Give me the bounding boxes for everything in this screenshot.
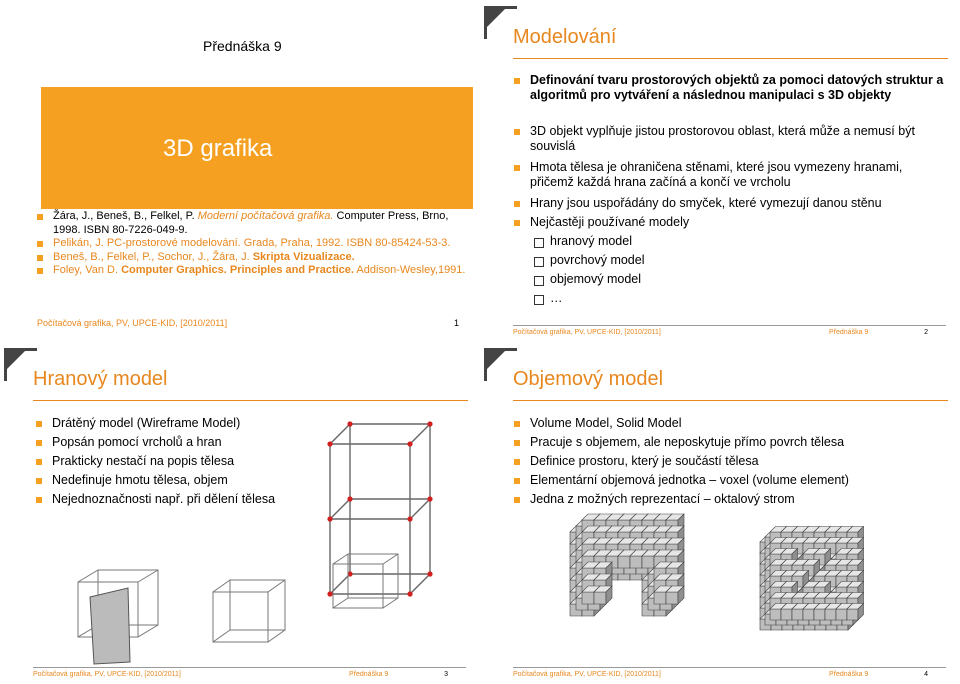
- voxel-cube: [814, 609, 825, 620]
- voxel-cube: [770, 609, 781, 620]
- corner-triangle-icon: [486, 8, 506, 28]
- bullet-item: Pracuje s objemem, ale neposkytuje přímo povrch tělesa: [530, 435, 844, 450]
- page-number: 1: [454, 318, 460, 328]
- sub-bullet-item: povrchový model: [550, 253, 645, 268]
- slide-title: Modelování: [513, 26, 617, 48]
- page-number: 4: [924, 671, 928, 678]
- reference-item: Žára, J., Beneš, B., Felkel, P. Moderní počítačová grafika. Computer Press, Brno, 1998. ISBN 80-7226-049-9.: [37, 210, 467, 237]
- voxel-cube: [836, 609, 847, 620]
- bullet-icon: [36, 440, 42, 446]
- voxel-cube: [792, 609, 803, 620]
- corner-triangle-icon: [6, 350, 26, 370]
- voxel-cube: [642, 556, 654, 568]
- bullet-icon: [514, 497, 520, 503]
- bullet-icon: [514, 478, 520, 484]
- slide-title: Objemový model: [513, 368, 664, 390]
- slide-title: 3D grafika: [163, 135, 273, 162]
- title-divider: [33, 400, 468, 401]
- octree-model-figure: [750, 517, 910, 652]
- bullet-item: 3D objekt vyplňuje jistou prostorovou oblast, která může a nemusí být souvislá: [530, 124, 945, 154]
- bullet-item: Nedefinuje hmotu tělesa, objem: [52, 473, 228, 488]
- bullet-item: Nejčastěji používané modely: [530, 215, 945, 230]
- corner-triangle-icon: [486, 350, 506, 370]
- bullet-icon: [36, 478, 42, 484]
- bullet-icon: [36, 497, 42, 503]
- voxel-cube: [666, 592, 678, 604]
- bullet-icon: [37, 214, 43, 220]
- bullet-icon: [36, 459, 42, 465]
- voxel-cube: [654, 592, 666, 604]
- bullet-icon: [514, 459, 520, 465]
- voxel-cube: [847, 609, 858, 620]
- voxel-cube: [630, 556, 642, 568]
- bullet-item: Prakticky nestačí na popis tělesa: [52, 454, 234, 469]
- bullet-icon: [36, 421, 42, 427]
- slide-3: [0, 342, 480, 684]
- sub-bullet-item: …: [550, 291, 563, 306]
- slide-4: [480, 342, 960, 684]
- sub-bullet-item: objemový model: [550, 272, 641, 287]
- slide-footer: Počítačová grafika, PV, UPCE-KID, [2010/2011] Přednáška 9 4: [513, 667, 946, 670]
- bullet-icon: [514, 220, 520, 226]
- bullet-icon: [37, 255, 43, 261]
- bullet-item: Hmota tělesa je ohraničena stěnami, které jsou vymezeny hranami, přičemž každá hrana začíná a končí ve vrcholu: [530, 160, 945, 190]
- title-divider: [513, 400, 948, 401]
- bullet-item: Definice prostoru, který je součástí tělesa: [530, 454, 759, 469]
- bullet-item: Elementární objemová jednotka – voxel (volume element): [530, 473, 849, 488]
- bullet-icon: [37, 241, 43, 247]
- reference-item: Pelikán, J. PC-prostorové modelování. Grada, Praha, 1992. ISBN 80-85424-53-3.: [37, 237, 467, 251]
- bullet-item: Definování tvaru prostorových objektů za pomoci datových struktur a algoritmů pro vytváření a následnou manipulaci s 3D objekty: [530, 73, 945, 103]
- title-divider: [513, 58, 948, 59]
- voxel-model-figure: [560, 512, 730, 652]
- bullet-item: Volume Model, Solid Model: [530, 416, 681, 431]
- lecture-label: Přednáška 9: [203, 38, 282, 54]
- sub-bullet-item: hranový model: [550, 234, 632, 249]
- slide-2: [480, 0, 960, 342]
- footer-course: Počítačová grafika, PV, UPCE-KID, [2010/2011]: [37, 318, 228, 328]
- slide-1: [0, 0, 480, 342]
- reference-item: Beneš, B., Felkel, P., Sochor, J., Žára, J. Skripta Vizualizace.: [37, 251, 467, 265]
- bullet-item: Nejednoznačnosti např. při dělení tělesa: [52, 492, 275, 507]
- slide-footer: Počítačová grafika, PV, UPCE-KID, [2010/2011] Přednáška 9 2: [513, 325, 946, 328]
- slide-footer: Počítačová grafika, PV, UPCE-KID, [2010/2011] Přednáška 9 3: [33, 667, 466, 670]
- square-bullet-icon: [534, 276, 544, 286]
- page-number: 2: [924, 329, 928, 336]
- voxel-cube: [803, 609, 814, 620]
- bullet-item: Drátěný model (Wireframe Model): [52, 416, 240, 431]
- bullet-item: Jedna z možných reprezentací – oktalový strom: [530, 492, 795, 507]
- bullet-icon: [514, 165, 520, 171]
- bullet-item: Popsán pomocí vrcholů a hran: [52, 435, 222, 450]
- voxel-cube: [594, 592, 606, 604]
- reference-item: Foley, Van D. Computer Graphics. Principles and Practice. Addison-Wesley,1991.: [37, 264, 467, 278]
- bullet-icon: [514, 78, 520, 84]
- page-number: 3: [444, 671, 448, 678]
- bullet-item: Hrany jsou uspořádány do smyček, které vymezují danou stěnu: [530, 196, 945, 211]
- square-bullet-icon: [534, 238, 544, 248]
- bullet-icon: [514, 129, 520, 135]
- voxel-cube: [781, 609, 792, 620]
- bullet-icon: [514, 201, 520, 207]
- square-bullet-icon: [534, 295, 544, 305]
- bullet-icon: [37, 268, 43, 274]
- voxel-cube: [582, 592, 594, 604]
- reference-list: [37, 210, 467, 278]
- bullet-icon: [514, 421, 520, 427]
- voxel-cube: [618, 556, 630, 568]
- ambiguity-figure: [18, 552, 458, 668]
- slide-title: Hranový model: [33, 368, 168, 390]
- bullet-icon: [514, 440, 520, 446]
- square-bullet-icon: [534, 257, 544, 267]
- voxel-cube: [825, 609, 836, 620]
